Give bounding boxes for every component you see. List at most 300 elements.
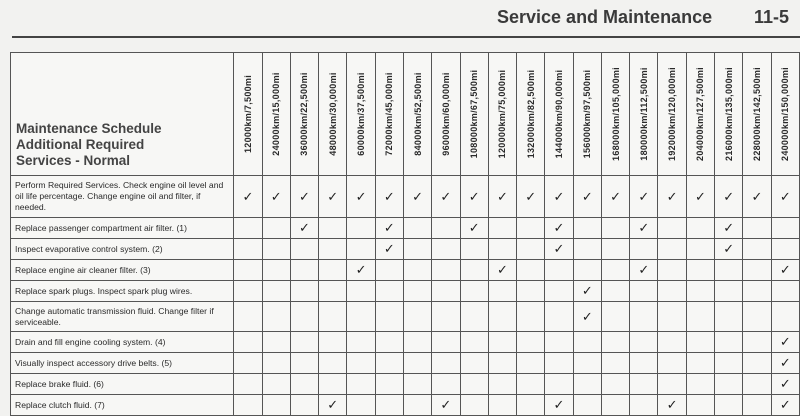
schedule-cell	[630, 374, 658, 395]
schedule-cell	[432, 332, 460, 353]
interval-label: 72000km/45,000mi	[384, 72, 395, 156]
schedule-cell	[601, 239, 629, 260]
schedule-cell	[573, 281, 601, 302]
schedule-cell	[403, 332, 431, 353]
schedule-cell	[290, 395, 318, 416]
schedule-cell	[686, 302, 714, 332]
schedule-cell	[234, 281, 262, 302]
header-rule	[12, 36, 800, 38]
schedule-cell	[771, 332, 799, 353]
schedule-cell	[234, 176, 262, 218]
schedule-cell	[488, 176, 516, 218]
schedule-cell	[601, 260, 629, 281]
schedule-cell	[319, 218, 347, 239]
schedule-cell	[573, 374, 601, 395]
schedule-cell	[319, 239, 347, 260]
schedule-cell	[715, 218, 743, 239]
schedule-cell	[488, 260, 516, 281]
interval-header	[517, 53, 545, 176]
schedule-cell	[319, 353, 347, 374]
schedule-cell	[347, 260, 375, 281]
check-mark-icon: ✓	[383, 241, 395, 256]
schedule-cell	[686, 395, 714, 416]
check-mark-icon: ✓	[581, 188, 593, 204]
schedule-cell	[630, 239, 658, 260]
schedule-cell	[403, 239, 431, 260]
schedule-cell	[658, 218, 686, 239]
schedule-cell	[488, 302, 516, 332]
schedule-cell	[517, 395, 545, 416]
schedule-cell	[488, 218, 516, 239]
schedule-cell	[432, 302, 460, 332]
check-mark-icon: ✓	[723, 241, 735, 256]
schedule-cell	[686, 239, 714, 260]
schedule-cell	[347, 395, 375, 416]
check-mark-icon: ✓	[355, 188, 367, 204]
check-mark-icon: ✓	[694, 188, 706, 204]
schedule-title-line: Additional Required	[16, 137, 145, 152]
schedule-cell	[545, 353, 573, 374]
schedule-cell	[290, 374, 318, 395]
schedule-cell	[715, 176, 743, 218]
schedule-cell	[432, 353, 460, 374]
check-mark-icon: ✓	[355, 262, 367, 277]
schedule-cell	[658, 374, 686, 395]
check-mark-icon: ✓	[666, 188, 678, 204]
schedule-cell	[375, 374, 403, 395]
table-row	[11, 374, 800, 395]
schedule-cell	[432, 395, 460, 416]
schedule-cell	[460, 395, 488, 416]
schedule-cell	[630, 395, 658, 416]
check-mark-icon: ✓	[581, 308, 593, 324]
table-row	[11, 302, 800, 332]
schedule-cell	[347, 218, 375, 239]
interval-label: 204000km/127,500mi	[695, 67, 706, 161]
schedule-cell	[262, 353, 290, 374]
check-mark-icon: ✓	[779, 188, 791, 204]
interval-label: 144000km/90,000mi	[553, 69, 564, 159]
schedule-cell	[715, 302, 743, 332]
schedule-cell	[517, 332, 545, 353]
interval-label: 216000km/135,000mi	[723, 67, 734, 161]
schedule-cell	[262, 302, 290, 332]
table-row	[11, 239, 800, 260]
schedule-cell	[658, 176, 686, 218]
schedule-body	[11, 176, 800, 416]
schedule-cell	[347, 176, 375, 218]
schedule-cell	[686, 353, 714, 374]
interval-label: 192000km/120,000mi	[667, 67, 678, 161]
check-mark-icon: ✓	[468, 220, 480, 235]
interval-header	[432, 53, 460, 176]
schedule-cell	[573, 332, 601, 353]
schedule-cell	[290, 218, 318, 239]
check-mark-icon: ✓	[610, 188, 621, 204]
schedule-cell	[630, 281, 658, 302]
interval-header	[771, 53, 799, 176]
schedule-cell	[630, 353, 658, 374]
schedule-cell	[488, 332, 516, 353]
schedule-cell	[686, 176, 714, 218]
schedule-cell	[771, 395, 799, 416]
schedule-cell	[715, 239, 743, 260]
schedule-cell	[375, 332, 403, 353]
schedule-cell	[601, 353, 629, 374]
schedule-cell	[347, 332, 375, 353]
interval-label: 228000km/142,500mi	[751, 67, 762, 161]
interval-label: 12000km/7,500mi	[242, 74, 253, 154]
schedule-cell	[517, 260, 545, 281]
interval-header	[319, 53, 347, 176]
page-number: 11-5	[754, 7, 790, 27]
schedule-cell	[403, 218, 431, 239]
schedule-cell	[545, 260, 573, 281]
service-description: Inspect evaporative control system. (2)	[11, 239, 234, 260]
schedule-cell	[545, 332, 573, 353]
schedule-cell	[743, 260, 771, 281]
schedule-cell	[715, 353, 743, 374]
check-mark-icon: ✓	[496, 188, 508, 204]
schedule-cell	[545, 281, 573, 302]
service-description: Replace passenger compartment air filter. (1)	[11, 218, 234, 239]
interval-label: 156000km/97,500mi	[582, 69, 593, 159]
interval-label: 120000km/75,000mi	[497, 69, 508, 159]
schedule-title-line: Services - Normal	[16, 153, 131, 168]
schedule-cell	[601, 218, 629, 239]
maintenance-schedule	[10, 52, 800, 412]
schedule-cell	[715, 374, 743, 395]
schedule-cell	[743, 239, 771, 260]
schedule-cell	[432, 176, 460, 218]
interval-header	[234, 53, 262, 176]
schedule-cell	[743, 374, 771, 395]
schedule-cell	[375, 260, 403, 281]
schedule-cell	[262, 218, 290, 239]
schedule-cell	[347, 374, 375, 395]
schedule-cell	[375, 239, 403, 260]
check-mark-icon: ✓	[553, 220, 565, 235]
schedule-cell	[375, 176, 403, 218]
schedule-title-line: Maintenance Schedule	[16, 121, 162, 136]
schedule-cell	[488, 281, 516, 302]
schedule-cell	[601, 374, 629, 395]
schedule-cell	[488, 395, 516, 416]
schedule-cell	[715, 332, 743, 353]
schedule-cell	[234, 374, 262, 395]
check-mark-icon: ✓	[327, 188, 339, 204]
check-mark-icon: ✓	[242, 188, 254, 204]
schedule-cell	[573, 395, 601, 416]
schedule-cell	[771, 353, 799, 374]
service-description: Replace brake fluid. (6)	[11, 374, 234, 395]
check-mark-icon: ✓	[779, 334, 791, 349]
service-description: Replace engine air cleaner filter. (3)	[11, 260, 234, 281]
schedule-cell	[545, 239, 573, 260]
check-mark-icon: ✓	[779, 397, 791, 412]
schedule-cell	[601, 281, 629, 302]
check-mark-icon: ✓	[553, 241, 565, 256]
schedule-cell	[290, 353, 318, 374]
schedule-cell	[517, 302, 545, 332]
schedule-cell	[517, 353, 545, 374]
page-header	[0, 0, 800, 40]
schedule-cell	[630, 260, 658, 281]
interval-label: 168000km/105,000mi	[610, 67, 621, 161]
check-mark-icon: ✓	[270, 188, 282, 204]
schedule-cell	[743, 395, 771, 416]
schedule-cell	[573, 176, 601, 218]
interval-header-row	[11, 53, 800, 176]
schedule-cell	[545, 395, 573, 416]
schedule-cell	[573, 302, 601, 332]
schedule-cell	[517, 374, 545, 395]
check-mark-icon: ✓	[553, 397, 565, 412]
schedule-cell	[658, 239, 686, 260]
schedule-cell	[375, 281, 403, 302]
schedule-cell	[771, 302, 799, 332]
schedule-cell	[488, 239, 516, 260]
schedule-cell	[460, 260, 488, 281]
interval-label: 180000km/112,500mi	[638, 67, 649, 161]
schedule-cell	[658, 302, 686, 332]
schedule-cell	[601, 395, 629, 416]
schedule-cell	[545, 218, 573, 239]
schedule-cell	[432, 218, 460, 239]
check-mark-icon: ✓	[496, 262, 508, 277]
schedule-cell	[460, 239, 488, 260]
schedule-cell	[460, 281, 488, 302]
schedule-cell	[290, 260, 318, 281]
check-mark-icon: ✓	[723, 188, 735, 204]
schedule-cell	[630, 176, 658, 218]
schedule-cell	[432, 281, 460, 302]
schedule-cell	[403, 176, 431, 218]
check-mark-icon: ✓	[638, 188, 650, 204]
schedule-cell	[460, 218, 488, 239]
schedule-cell	[517, 176, 545, 218]
schedule-cell	[234, 260, 262, 281]
schedule-cell	[715, 260, 743, 281]
schedule-cell	[234, 239, 262, 260]
check-mark-icon: ✓	[327, 397, 339, 412]
schedule-cell	[715, 281, 743, 302]
interval-header	[573, 53, 601, 176]
schedule-cell	[347, 302, 375, 332]
schedule-cell	[460, 374, 488, 395]
service-description: Replace spark plugs. Inspect spark plug wires.	[11, 281, 234, 302]
check-mark-icon: ✓	[723, 220, 735, 235]
schedule-cell	[290, 281, 318, 302]
schedule-cell	[403, 281, 431, 302]
schedule-cell	[403, 395, 431, 416]
interval-header	[715, 53, 743, 176]
schedule-cell	[601, 302, 629, 332]
interval-header	[686, 53, 714, 176]
table-row	[11, 176, 800, 218]
check-mark-icon: ✓	[299, 220, 310, 235]
schedule-cell	[234, 332, 262, 353]
check-mark-icon: ✓	[638, 220, 650, 235]
interval-label: 84000km/52,500mi	[412, 72, 423, 156]
check-mark-icon: ✓	[779, 376, 791, 391]
schedule-cell	[347, 353, 375, 374]
check-mark-icon: ✓	[440, 397, 452, 412]
table-row	[11, 281, 800, 302]
service-description: Replace clutch fluid. (7)	[11, 395, 234, 416]
interval-header	[630, 53, 658, 176]
schedule-cell	[234, 353, 262, 374]
check-mark-icon: ✓	[779, 355, 791, 370]
table-row	[11, 260, 800, 281]
check-mark-icon: ✓	[581, 283, 593, 298]
check-mark-icon: ✓	[412, 188, 424, 204]
interval-label: 132000km/82,500mi	[525, 69, 536, 159]
check-mark-icon: ✓	[468, 188, 480, 204]
schedule-cell	[290, 239, 318, 260]
schedule-cell	[432, 374, 460, 395]
schedule-cell	[658, 281, 686, 302]
interval-header	[601, 53, 629, 176]
schedule-cell	[460, 302, 488, 332]
schedule-cell	[743, 332, 771, 353]
schedule-cell	[262, 260, 290, 281]
schedule-cell	[686, 218, 714, 239]
interval-label: 24000km/15,000mi	[271, 72, 282, 156]
table-row	[11, 353, 800, 374]
schedule-cell	[319, 281, 347, 302]
check-mark-icon: ✓	[751, 188, 763, 204]
interval-header	[545, 53, 573, 176]
schedule-cell	[686, 332, 714, 353]
table-row	[11, 218, 800, 239]
schedule-cell	[743, 218, 771, 239]
schedule-cell	[743, 281, 771, 302]
schedule-cell	[403, 374, 431, 395]
interval-header	[262, 53, 290, 176]
schedule-cell	[319, 332, 347, 353]
schedule-cell	[432, 239, 460, 260]
schedule-cell	[262, 374, 290, 395]
check-mark-icon: ✓	[383, 220, 395, 235]
schedule-cell	[715, 395, 743, 416]
schedule-cell	[262, 332, 290, 353]
schedule-cell	[630, 302, 658, 332]
schedule-cell	[488, 353, 516, 374]
schedule-cell	[573, 239, 601, 260]
schedule-cell	[630, 218, 658, 239]
check-mark-icon: ✓	[553, 188, 565, 204]
interval-header	[743, 53, 771, 176]
schedule-cell	[403, 260, 431, 281]
table-row	[11, 395, 800, 416]
schedule-cell	[375, 302, 403, 332]
schedule-cell	[517, 218, 545, 239]
schedule-cell	[262, 239, 290, 260]
check-mark-icon: ✓	[638, 262, 650, 277]
schedule-cell	[375, 218, 403, 239]
schedule-cell	[375, 395, 403, 416]
interval-label: 96000km/60,000mi	[440, 72, 451, 156]
schedule-cell	[517, 281, 545, 302]
schedule-cell	[460, 332, 488, 353]
schedule-cell	[319, 395, 347, 416]
schedule-cell	[319, 302, 347, 332]
interval-label: 60000km/37,500mi	[356, 72, 367, 156]
schedule-cell	[771, 281, 799, 302]
schedule-cell	[771, 218, 799, 239]
schedule-table	[10, 52, 800, 416]
schedule-cell	[432, 260, 460, 281]
page-title: Service and Maintenance	[497, 7, 713, 27]
schedule-cell	[262, 281, 290, 302]
schedule-title-cell	[11, 53, 234, 176]
schedule-cell	[771, 260, 799, 281]
schedule-cell	[545, 374, 573, 395]
schedule-cell	[573, 218, 601, 239]
schedule-cell	[573, 353, 601, 374]
schedule-cell	[658, 260, 686, 281]
schedule-cell	[290, 176, 318, 218]
schedule-cell	[347, 239, 375, 260]
schedule-cell	[743, 353, 771, 374]
check-mark-icon: ✓	[299, 188, 310, 204]
schedule-cell	[601, 332, 629, 353]
interval-header	[658, 53, 686, 176]
schedule-cell	[460, 176, 488, 218]
check-mark-icon: ✓	[383, 188, 395, 204]
schedule-cell	[573, 260, 601, 281]
schedule-cell	[630, 332, 658, 353]
schedule-cell	[743, 176, 771, 218]
schedule-cell	[771, 176, 799, 218]
schedule-cell	[403, 302, 431, 332]
schedule-title	[16, 121, 229, 169]
interval-header	[488, 53, 516, 176]
interval-header	[403, 53, 431, 176]
schedule-cell	[262, 395, 290, 416]
schedule-cell	[545, 302, 573, 332]
schedule-cell	[771, 374, 799, 395]
interval-header	[347, 53, 375, 176]
service-description: Drain and fill engine cooling system. (4)	[11, 332, 234, 353]
check-mark-icon: ✓	[779, 262, 791, 277]
schedule-cell	[488, 374, 516, 395]
interval-label: 108000km/67,500mi	[469, 69, 480, 159]
interval-label: 240000km/150,000mi	[780, 67, 791, 161]
service-description: Perform Required Services. Check engine oil level and oil life percentage. Change engine oil and filter, if needed.	[11, 176, 234, 218]
schedule-cell	[319, 374, 347, 395]
interval-header	[290, 53, 318, 176]
schedule-cell	[319, 260, 347, 281]
schedule-cell	[290, 332, 318, 353]
check-mark-icon: ✓	[666, 397, 678, 412]
schedule-cell	[234, 395, 262, 416]
service-description: Visually inspect accessory drive belts. (5)	[11, 353, 234, 374]
schedule-cell	[686, 374, 714, 395]
schedule-cell	[403, 353, 431, 374]
schedule-cell	[743, 302, 771, 332]
schedule-cell	[517, 239, 545, 260]
interval-label: 36000km/22,500mi	[299, 72, 310, 156]
schedule-cell	[658, 332, 686, 353]
schedule-cell	[262, 176, 290, 218]
service-description: Change automatic transmission fluid. Change filter if serviceable.	[11, 302, 234, 332]
schedule-cell	[658, 353, 686, 374]
schedule-cell	[601, 176, 629, 218]
schedule-cell	[686, 281, 714, 302]
schedule-cell	[234, 302, 262, 332]
